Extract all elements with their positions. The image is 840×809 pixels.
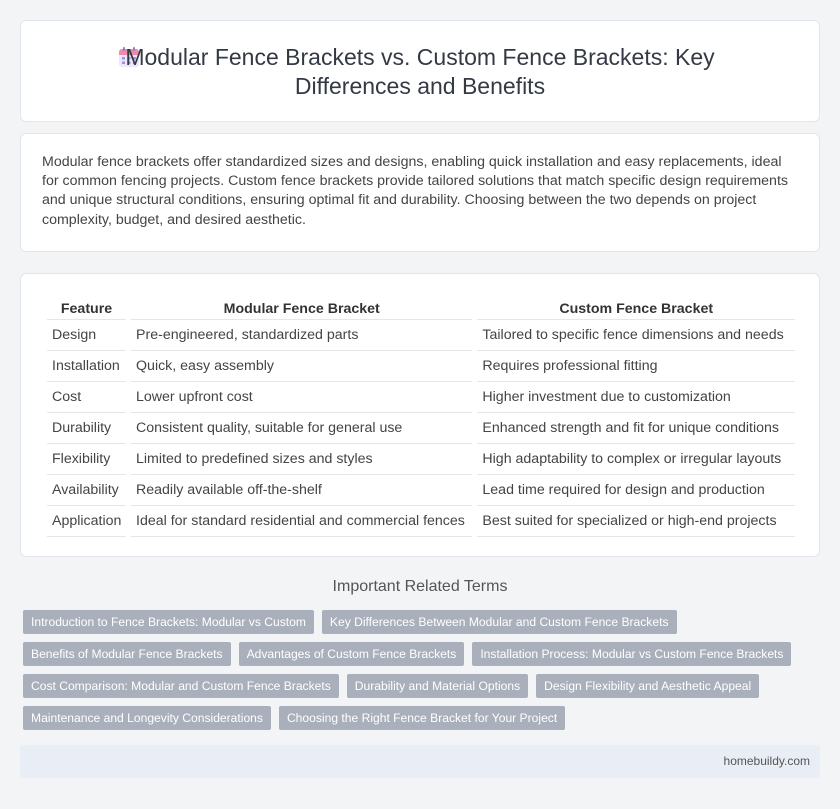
header-modular: Modular Fence Bracket [131, 292, 472, 320]
page-title-line-2: Differences and Benefits [294, 73, 546, 99]
table-header-row [47, 292, 795, 320]
row-feature: Application [47, 506, 126, 537]
related-term-tag[interactable]: Installation Process: Modular vs Custom Fence Brackets [472, 642, 791, 666]
table-row [47, 506, 795, 537]
header-custom: Custom Fence Bracket [477, 292, 795, 320]
tag-row [23, 706, 823, 730]
related-term-tag[interactable]: Maintenance and Longevity Considerations [23, 706, 271, 730]
footer-site-link[interactable]: homebuildy.com [723, 754, 810, 768]
related-term-tag[interactable]: Introduction to Fence Brackets: Modular vs Custom [23, 610, 314, 634]
row-custom: Higher investment due to customization [477, 382, 795, 413]
row-modular: Pre-engineered, standardized parts [131, 320, 472, 351]
table-row [47, 475, 795, 506]
title-card [20, 20, 820, 122]
table-row [47, 444, 795, 475]
tag-row [23, 674, 823, 698]
comparison-table [42, 292, 800, 537]
table-row [47, 320, 795, 351]
related-term-tag[interactable]: Advantages of Custom Fence Brackets [239, 642, 465, 666]
row-modular: Lower upfront cost [131, 382, 472, 413]
related-terms-list [23, 610, 823, 738]
row-modular: Readily available off-the-shelf [131, 475, 472, 506]
row-feature: Installation [47, 351, 126, 382]
row-modular: Quick, easy assembly [131, 351, 472, 382]
footer-bar [20, 745, 820, 778]
table-row [47, 351, 795, 382]
row-custom: Lead time required for design and production [477, 475, 795, 506]
related-term-tag[interactable]: Design Flexibility and Aesthetic Appeal [536, 674, 759, 698]
row-custom: Enhanced strength and fit for unique conditions [477, 413, 795, 444]
page-title-line-1: Modular Fence Brackets vs. Custom Fence Brackets: Key [125, 44, 715, 70]
row-feature: Availability [47, 475, 126, 506]
row-modular: Consistent quality, suitable for general use [131, 413, 472, 444]
tag-row [23, 642, 823, 666]
row-modular: Ideal for standard residential and commercial fences [131, 506, 472, 537]
comparison-card [20, 273, 820, 557]
table-row [47, 413, 795, 444]
intro-paragraph: Modular fence brackets offer standardized sizes and designs, enabling quick installation and easy replacements, ideal for common fencing projects. Custom fence brackets provide tailored solutions that match specific design requirements and unique structural conditions, ensuring optimal fit and durability. Choosing between the two depends on project complexity, budget, and desired aesthetic. [42, 154, 788, 228]
table-row [47, 382, 795, 413]
header-feature: Feature [47, 292, 126, 320]
related-term-tag[interactable]: Durability and Material Options [347, 674, 528, 698]
related-term-tag[interactable]: Key Differences Between Modular and Custom Fence Brackets [322, 610, 677, 634]
row-custom: High adaptability to complex or irregular layouts [477, 444, 795, 475]
row-feature: Flexibility [47, 444, 126, 475]
row-feature: Design [47, 320, 126, 351]
related-terms-heading: Important Related Terms [332, 578, 508, 595]
row-custom: Best suited for specialized or high-end projects [477, 506, 795, 537]
row-feature: Cost [47, 382, 126, 413]
row-feature: Durability [47, 413, 126, 444]
page-title [21, 43, 819, 101]
row-custom: Tailored to specific fence dimensions and needs [477, 320, 795, 351]
related-term-tag[interactable]: Benefits of Modular Fence Brackets [23, 642, 231, 666]
row-modular: Limited to predefined sizes and styles [131, 444, 472, 475]
row-custom: Requires professional fitting [477, 351, 795, 382]
intro-card [20, 133, 820, 252]
tag-row [23, 610, 823, 634]
related-term-tag[interactable]: Cost Comparison: Modular and Custom Fence Brackets [23, 674, 339, 698]
related-term-tag[interactable]: Choosing the Right Fence Bracket for Your Project [279, 706, 565, 730]
